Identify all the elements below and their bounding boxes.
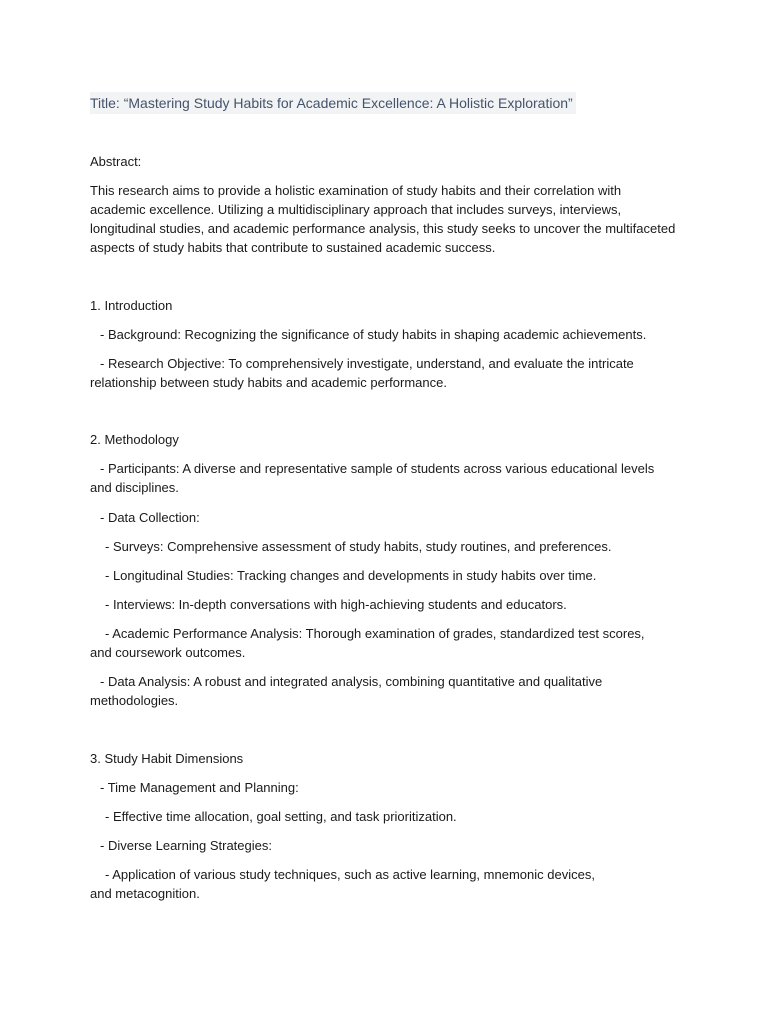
- dimensions-time-management: - Time Management and Planning:: [100, 780, 299, 795]
- introduction-background: - Background: Recognizing the significance of study habits in shaping academic achievements.: [100, 327, 647, 342]
- abstract-body: This research aims to provide a holistic examination of study habits and their correlation with academic excellence. Utilizing a multidisciplinary approach that includes surveys, interviews, longitudinal studies, and academic performance analysis, this study seeks to uncover the multifaceted aspects of study habits that contribute to sustained academic success.: [90, 183, 676, 255]
- dimensions-learning-strategies: - Diverse Learning Strategies:: [100, 838, 272, 853]
- abstract-heading: Abstract:: [90, 154, 142, 169]
- dimensions-time-detail: - Effective time allocation, goal setting, and task prioritization.: [105, 809, 457, 824]
- dimensions-learning-detail: - Application of various study techniques, such as active learning, mnemonic devices, and metacognition.: [90, 867, 595, 901]
- methodology-analysis: - Data Analysis: A robust and integrated analysis, combining quantitative and qualitative methodologies.: [90, 674, 603, 708]
- methodology-surveys: - Surveys: Comprehensive assessment of study habits, study routines, and preferences.: [105, 539, 612, 554]
- introduction-heading: 1. Introduction: [90, 298, 173, 313]
- methodology-heading: 2. Methodology: [90, 432, 179, 447]
- methodology-participants: - Participants: A diverse and representative sample of students across various educational levels and disciplines.: [90, 461, 655, 495]
- introduction-objective: - Research Objective: To comprehensively investigate, understand, and evaluate the intricate relationship between study habits and academic performance.: [90, 356, 634, 390]
- document-title: Title: “Mastering Study Habits for Academic Excellence: A Holistic Exploration”: [90, 92, 576, 114]
- methodology-performance: - Academic Performance Analysis: Thorough examination of grades, standardized test scores, and coursework outcomes.: [90, 626, 645, 660]
- methodology-data-collection: - Data Collection:: [100, 510, 200, 525]
- dimensions-heading: 3. Study Habit Dimensions: [90, 751, 244, 766]
- methodology-interviews: - Interviews: In-depth conversations with high-achieving students and educators.: [105, 597, 567, 612]
- methodology-longitudinal: - Longitudinal Studies: Tracking changes and developments in study habits over time.: [105, 568, 597, 583]
